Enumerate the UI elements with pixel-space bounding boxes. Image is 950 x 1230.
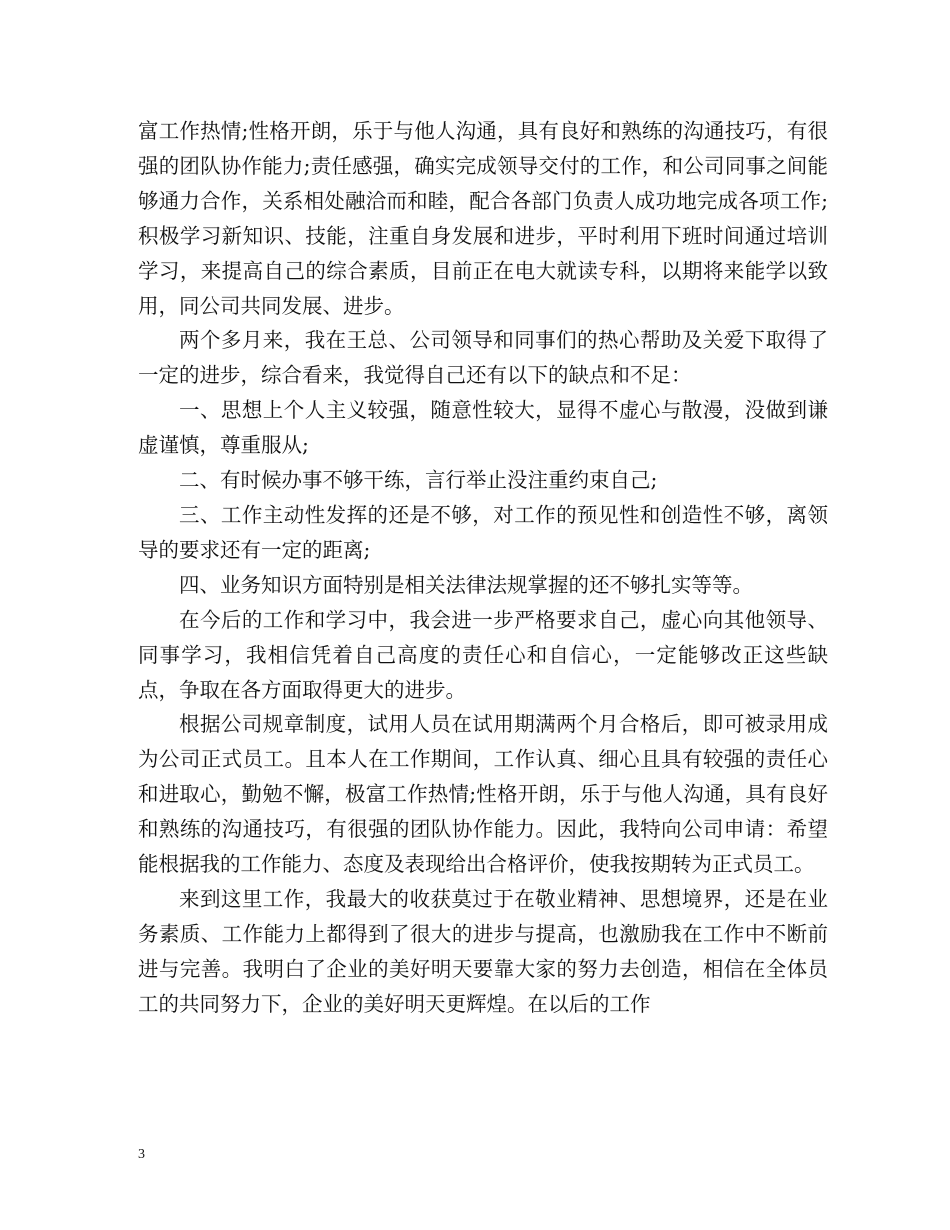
paragraph-7: 在今后的工作和学习中，我会进一步严格要求自己，虚心向其他领导、同事学习，我相信凭着自己高度的责任心和自信心，一定能够改正这些缺点，争取在各方面取得更大的进步。 (138, 607, 828, 702)
paragraph-8: 根据公司规章制度，试用人员在试用期满两个月合格后，即可被录用成为公司正式员工。且本人在工作期间，工作认真、细心且具有较强的责任心和进取心，勤勉不懈，极富工作热情;性格开朗，乐于与他人沟通，具有良好和熟练的沟通技巧，有很强的团队协作能力。因此，我特向公司申请：希望能根据我的工作能力、态度及表现给出合格评价，使我按期转为正式员工。 (138, 712, 828, 877)
paragraph-9: 来到这里工作，我最大的收获莫过于在敬业精神、思想境界，还是在业务素质、工作能力上都得到了很大的进步与提高，也激励我在工作中不断前进与完善。我明白了企业的美好明天要靠大家的努力去创造，相信在全体员工的共同努力下，企业的美好明天更辉煌。在以后的工作 (138, 886, 828, 1016)
paragraph-6: 四、业务知识方面特别是相关法律法规掌握的还不够扎实等等。 (179, 572, 753, 597)
paragraph-3: 一、思想上个人主义较强，随意性较大，显得不虚心与散漫，没做到谦虚谨慎，尊重服从; (138, 398, 828, 458)
page-number: 3 (138, 1147, 145, 1162)
paragraph-4: 二、有时候办事不够干练，言行举止没注重约束自己; (179, 468, 658, 493)
paragraph-2: 两个多月来，我在王总、公司领导和同事们的热心帮助及关爱下取得了一定的进步，综合看来，我觉得自己还有以下的缺点和不足： (138, 328, 828, 388)
paragraph-5: 三、工作主动性发挥的还是不够，对工作的预见性和创造性不够，离领导的要求还有一定的距离; (138, 502, 828, 562)
paragraph-1: 富工作热情;性格开朗，乐于与他人沟通，具有良好和熟练的沟通技巧，有很强的团队协作能力;责任感强，确实完成领导交付的工作，和公司同事之间能够通力合作，关系相处融洽而和睦，配合各部门负责人成功地完成各项工作;积极学习新知识、技能，注重自身发展和进步，平时利用下班时间通过培训学习，来提高自己的综合素质，目前正在电大就读专科，以期将来能学以致用，同公司共同发展、进步。 (138, 119, 828, 318)
document-body (138, 114, 828, 1022)
